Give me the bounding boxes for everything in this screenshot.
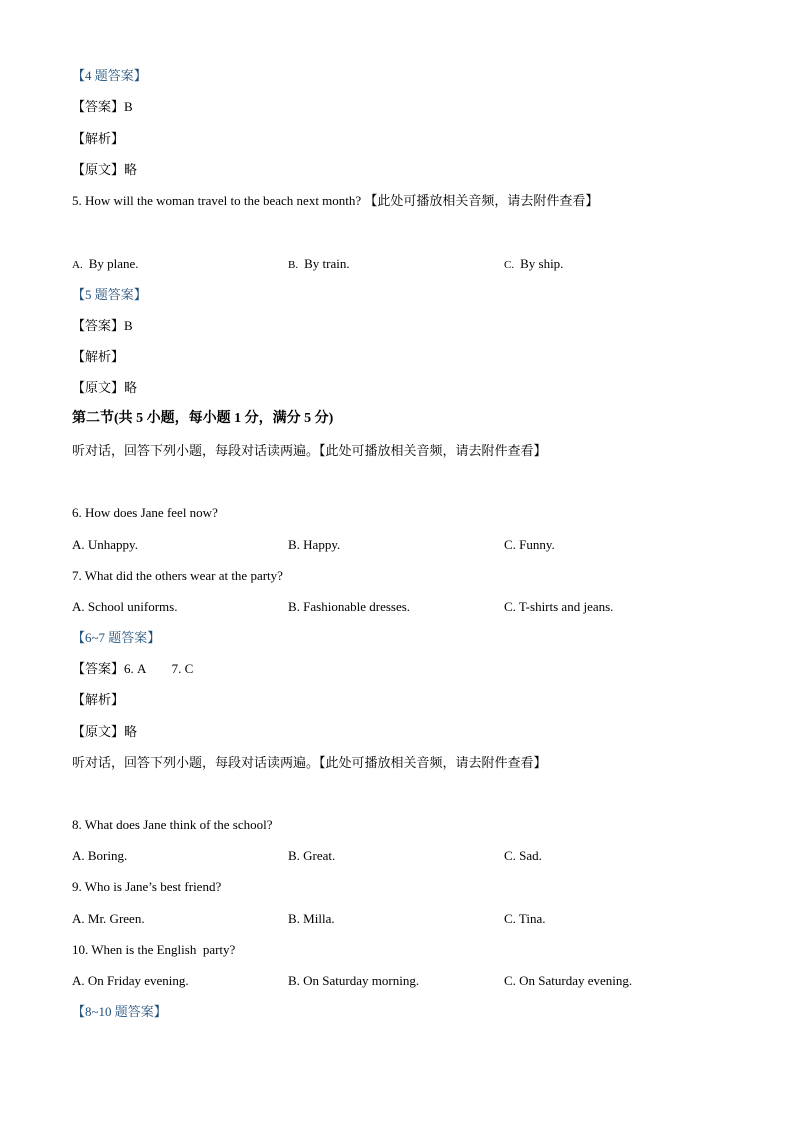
q6-option-b: B. Happy. xyxy=(288,537,341,552)
q6-question: 6. How does Jane feel now? xyxy=(72,505,218,520)
option-letter: A. xyxy=(72,259,83,271)
q8-option-b: B. Great. xyxy=(288,848,336,863)
q8-question: 8. What does Jane think of the school? xyxy=(72,817,273,832)
q10-option-a: A. On Friday evening. xyxy=(72,973,189,988)
section-2-instruction-1: 听对话，回答下列小题，每段对话读两遍。【此处可播放相关音频，请去附件查看】 xyxy=(72,443,547,458)
q5-answer-header: 【5 题答案】 xyxy=(72,287,147,302)
q7-option-a: A. School uniforms. xyxy=(72,599,178,614)
q5-option-b xyxy=(288,255,350,274)
q6-7-analysis: 【解析】 xyxy=(72,692,125,707)
q5-original: 【原文】略 xyxy=(72,380,138,395)
q9-question: 9. Who is Jane’s best friend? xyxy=(72,879,222,894)
q5-analysis: 【解析】 xyxy=(72,349,125,364)
section-2-instruction-2: 听对话，回答下列小题，每段对话读两遍。【此处可播放相关音频，请去附件查看】 xyxy=(72,755,547,770)
q7-option-c: C. T-shirts and jeans. xyxy=(504,599,614,614)
q10-question: 10. When is the English party? xyxy=(72,942,236,957)
q6-7-answer-header: 【6~7 题答案】 xyxy=(72,630,161,645)
q9-option-b: B. Milla. xyxy=(288,911,335,926)
q5-answer: 【答案】B xyxy=(72,318,133,333)
q4-original: 【原文】略 xyxy=(72,162,138,177)
q6-option-a: A. Unhappy. xyxy=(72,537,138,552)
section-2-title: 第二节(共 5 小题，每小题 1 分，满分 5 分) xyxy=(72,411,334,426)
q8-10-answer-header: 【8~10 题答案】 xyxy=(72,1004,167,1019)
q5-option-a xyxy=(72,255,139,274)
option-text: By ship. xyxy=(520,256,564,271)
q9-option-c: C. Tina. xyxy=(504,911,546,926)
option-text: By train. xyxy=(304,256,350,271)
q6-7-original: 【原文】略 xyxy=(72,724,138,739)
q6-7-answer: 【答案】6. A 7. C xyxy=(72,661,194,676)
q8-option-a: A. Boring. xyxy=(72,848,128,863)
q8-option-c: C. Sad. xyxy=(504,848,542,863)
q9-option-a: A. Mr. Green. xyxy=(72,911,145,926)
q7-question: 7. What did the others wear at the party? xyxy=(72,568,283,583)
option-letter: B. xyxy=(288,259,299,271)
q5-question: 5. How will the woman travel to the beach next month? 【此处可播放相关音频，请去附件查看】 xyxy=(72,193,599,208)
q10-option-b: B. On Saturday morning. xyxy=(288,973,420,988)
q4-answer: 【答案】B xyxy=(72,99,133,114)
q4-answer-header: 【4 题答案】 xyxy=(72,68,147,83)
q10-option-c: C. On Saturday evening. xyxy=(504,973,633,988)
q5-option-c xyxy=(504,255,563,274)
option-text: By plane. xyxy=(88,256,139,271)
q7-option-b: B. Fashionable dresses. xyxy=(288,599,411,614)
option-letter: C. xyxy=(504,259,515,271)
q4-analysis: 【解析】 xyxy=(72,131,125,146)
q6-option-c: C. Funny. xyxy=(504,537,555,552)
